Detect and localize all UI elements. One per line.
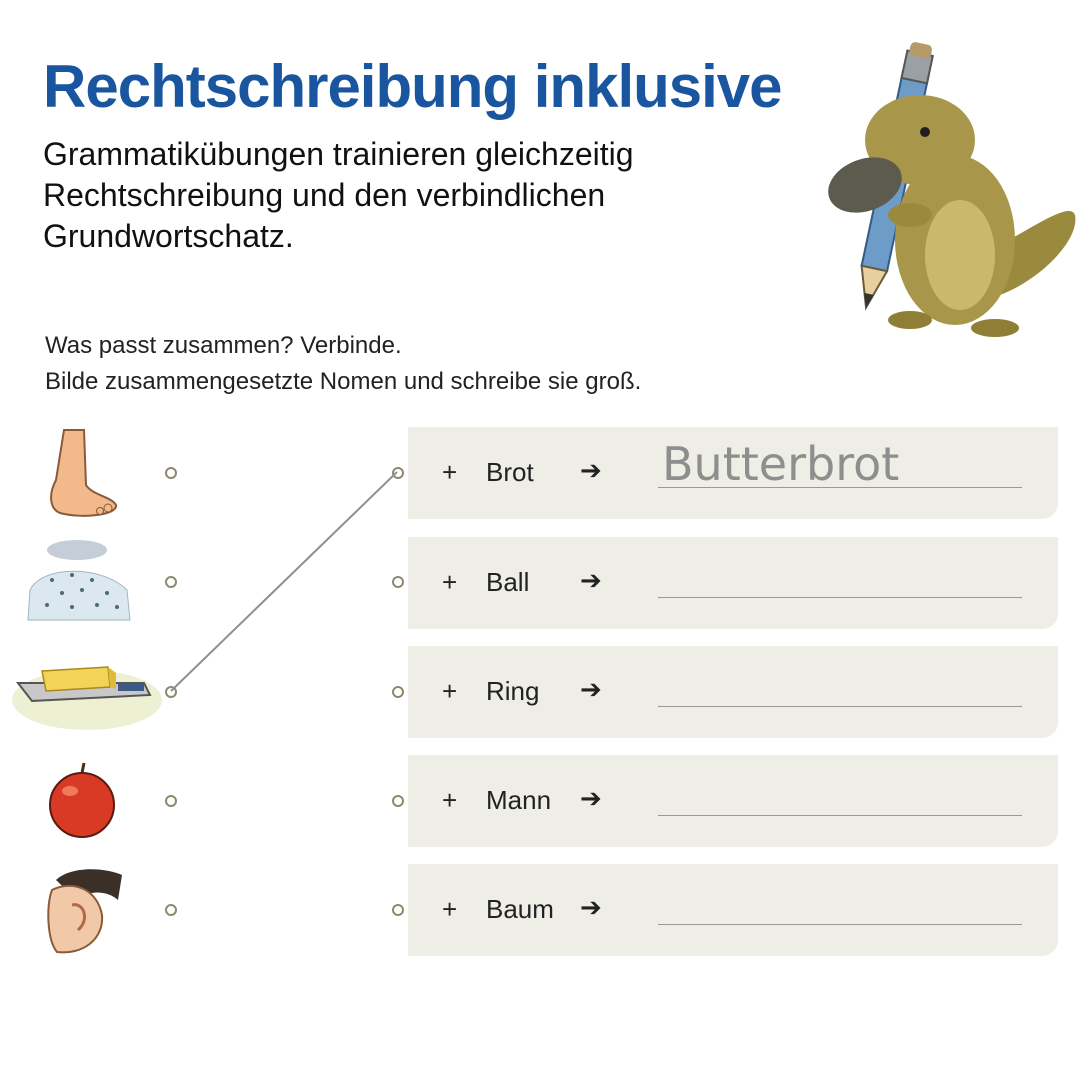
answer-line[interactable]: [658, 597, 1022, 598]
ear-picture: [12, 860, 162, 960]
compound-row: [408, 646, 1058, 738]
word-label: Mann: [486, 785, 552, 815]
right-connector-dot-2[interactable]: [392, 576, 404, 588]
instruction-line-2: Bilde zusammengesetzte Nomen und schreibe sie groß.: [45, 368, 642, 395]
instruction-line-1: Was passt zusammen? Verbinde.: [45, 332, 402, 359]
answer-line[interactable]: [658, 487, 1022, 488]
butter-picture: [12, 645, 162, 745]
left-connector-dot-2[interactable]: [165, 576, 177, 588]
plus-sign: +: [442, 567, 458, 597]
answer-line[interactable]: [658, 706, 1022, 707]
plus-sign: +: [442, 676, 458, 706]
left-connector-dot-5[interactable]: [165, 904, 177, 916]
word-label: Ring: [486, 676, 540, 706]
foot-picture: [12, 425, 162, 525]
plus-sign: +: [442, 457, 458, 487]
page-subtitle: Grammatikübungen trainieren gleichzeitig Rechtschreibung und den verbindlichen Grundwortschatz.: [43, 136, 634, 254]
answer-line[interactable]: [658, 924, 1022, 925]
arrow-icon: ➔: [580, 565, 602, 595]
arrow-icon: ➔: [580, 674, 602, 704]
platypus-mascot-illustration: [800, 40, 1080, 340]
word-label: Brot: [486, 457, 534, 487]
answer-text: Butterbrot: [662, 437, 900, 491]
answer-line[interactable]: [658, 815, 1022, 816]
plus-sign: +: [442, 894, 458, 924]
plus-sign: +: [442, 785, 458, 815]
compound-row: [408, 537, 1058, 629]
compound-row: [408, 864, 1058, 956]
word-label: Ball: [486, 567, 530, 597]
arrow-icon: ➔: [580, 783, 602, 813]
left-connector-dot-3[interactable]: [165, 686, 177, 698]
arrow-icon: ➔: [580, 455, 602, 485]
apple-picture: [12, 755, 162, 855]
right-connector-dot-4[interactable]: [392, 795, 404, 807]
left-connector-dot-4[interactable]: [165, 795, 177, 807]
right-connector-dot-1[interactable]: [392, 467, 404, 479]
page-title: Rechtschreibung inklusive: [43, 53, 782, 120]
arrow-icon: ➔: [580, 892, 602, 922]
left-connector-dot-1[interactable]: [165, 467, 177, 479]
right-connector-dot-5[interactable]: [392, 904, 404, 916]
right-connector-dot-3[interactable]: [392, 686, 404, 698]
snow-picture: [12, 535, 162, 635]
compound-row: [408, 427, 1058, 519]
compound-row: [408, 755, 1058, 847]
exercise-instructions: [45, 328, 641, 400]
word-label: Baum: [486, 894, 554, 924]
